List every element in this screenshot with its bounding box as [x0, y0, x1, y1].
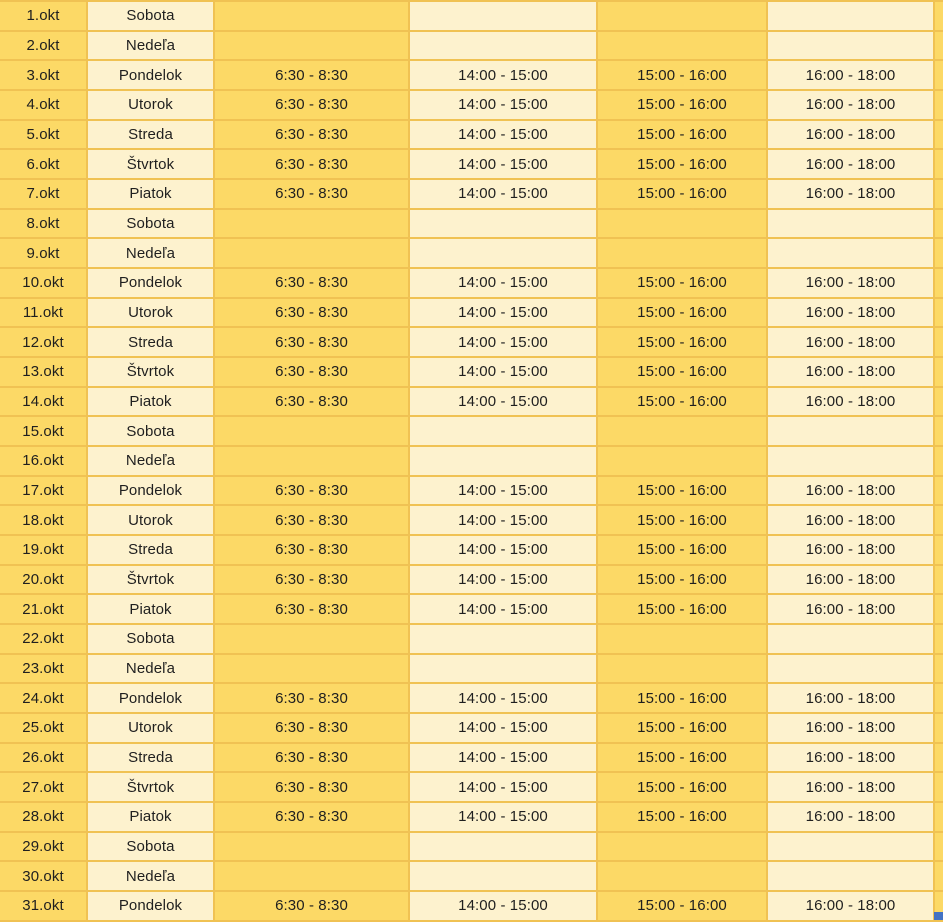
cell-overflow[interactable] — [935, 210, 943, 240]
cell-date[interactable]: 4.okt — [0, 91, 88, 121]
cell-slot-1[interactable] — [215, 447, 410, 477]
cell-overflow[interactable] — [935, 91, 943, 121]
cell-slot-2[interactable]: 14:00 - 15:00 — [410, 61, 598, 91]
cell-date[interactable]: 25.okt — [0, 714, 88, 744]
cell-slot-2[interactable]: 14:00 - 15:00 — [410, 358, 598, 388]
cell-date[interactable]: 12.okt — [0, 328, 88, 358]
cell-overflow[interactable] — [935, 358, 943, 388]
cell-slot-1[interactable]: 6:30 - 8:30 — [215, 299, 410, 329]
cell-date[interactable]: 1.okt — [0, 2, 88, 32]
cell-day[interactable]: Piatok — [88, 388, 215, 418]
cell-day[interactable]: Sobota — [88, 625, 215, 655]
cell-slot-3[interactable]: 15:00 - 16:00 — [598, 328, 768, 358]
cell-slot-3[interactable]: 15:00 - 16:00 — [598, 803, 768, 833]
cell-overflow[interactable] — [935, 269, 943, 299]
cell-slot-4[interactable]: 16:00 - 18:00 — [768, 595, 935, 625]
cell-overflow[interactable] — [935, 388, 943, 418]
cell-slot-4[interactable] — [768, 417, 935, 447]
fill-handle[interactable] — [934, 912, 943, 920]
cell-slot-3[interactable]: 15:00 - 16:00 — [598, 269, 768, 299]
cell-slot-4[interactable]: 16:00 - 18:00 — [768, 536, 935, 566]
cell-slot-3[interactable] — [598, 210, 768, 240]
cell-slot-2[interactable]: 14:00 - 15:00 — [410, 121, 598, 151]
cell-slot-4[interactable]: 16:00 - 18:00 — [768, 892, 935, 922]
cell-slot-3[interactable]: 15:00 - 16:00 — [598, 773, 768, 803]
cell-slot-3[interactable]: 15:00 - 16:00 — [598, 388, 768, 418]
cell-slot-4[interactable] — [768, 655, 935, 685]
cell-slot-1[interactable]: 6:30 - 8:30 — [215, 506, 410, 536]
cell-slot-3[interactable]: 15:00 - 16:00 — [598, 744, 768, 774]
cell-overflow[interactable] — [935, 655, 943, 685]
cell-overflow[interactable] — [935, 833, 943, 863]
cell-day[interactable]: Pondelok — [88, 61, 215, 91]
cell-slot-2[interactable]: 14:00 - 15:00 — [410, 536, 598, 566]
table-row — [0, 150, 943, 180]
cell-overflow[interactable] — [935, 417, 943, 447]
cell-slot-4[interactable]: 16:00 - 18:00 — [768, 714, 935, 744]
cell-slot-2[interactable]: 14:00 - 15:00 — [410, 388, 598, 418]
cell-slot-3[interactable]: 15:00 - 16:00 — [598, 714, 768, 744]
cell-day[interactable]: Streda — [88, 536, 215, 566]
cell-slot-4[interactable] — [768, 625, 935, 655]
table-row — [0, 417, 943, 447]
cell-slot-4[interactable]: 16:00 - 18:00 — [768, 269, 935, 299]
table-row — [0, 121, 943, 151]
cell-overflow[interactable] — [935, 239, 943, 269]
cell-date[interactable]: 23.okt — [0, 655, 88, 685]
cell-overflow[interactable] — [935, 150, 943, 180]
cell-slot-4[interactable]: 16:00 - 18:00 — [768, 506, 935, 536]
cell-slot-1[interactable] — [215, 417, 410, 447]
cell-slot-1[interactable]: 6:30 - 8:30 — [215, 744, 410, 774]
cell-date[interactable]: 18.okt — [0, 506, 88, 536]
table-row — [0, 655, 943, 685]
cell-slot-4[interactable]: 16:00 - 18:00 — [768, 477, 935, 507]
cell-slot-2[interactable]: 14:00 - 15:00 — [410, 773, 598, 803]
cell-slot-3[interactable] — [598, 2, 768, 32]
cell-slot-2[interactable]: 14:00 - 15:00 — [410, 477, 598, 507]
cell-slot-2[interactable] — [410, 32, 598, 62]
cell-slot-1[interactable]: 6:30 - 8:30 — [215, 61, 410, 91]
table-row — [0, 388, 943, 418]
cell-slot-1[interactable]: 6:30 - 8:30 — [215, 358, 410, 388]
cell-slot-1[interactable] — [215, 210, 410, 240]
table-row — [0, 773, 943, 803]
cell-day[interactable]: Štvrtok — [88, 773, 215, 803]
cell-overflow[interactable] — [935, 625, 943, 655]
cell-day[interactable]: Sobota — [88, 210, 215, 240]
cell-slot-4[interactable] — [768, 447, 935, 477]
cell-slot-3[interactable]: 15:00 - 16:00 — [598, 61, 768, 91]
cell-date[interactable]: 21.okt — [0, 595, 88, 625]
table-row — [0, 269, 943, 299]
cell-day[interactable]: Nedeľa — [88, 862, 215, 892]
cell-slot-1[interactable]: 6:30 - 8:30 — [215, 91, 410, 121]
cell-slot-3[interactable]: 15:00 - 16:00 — [598, 566, 768, 596]
cell-slot-1[interactable]: 6:30 - 8:30 — [215, 121, 410, 151]
cell-overflow[interactable] — [935, 447, 943, 477]
cell-day[interactable]: Utorok — [88, 714, 215, 744]
cell-day[interactable]: Štvrtok — [88, 566, 215, 596]
cell-slot-2[interactable]: 14:00 - 15:00 — [410, 744, 598, 774]
cell-day[interactable]: Piatok — [88, 803, 215, 833]
cell-slot-3[interactable]: 15:00 - 16:00 — [598, 299, 768, 329]
cell-slot-3[interactable]: 15:00 - 16:00 — [598, 892, 768, 922]
cell-overflow[interactable] — [935, 536, 943, 566]
cell-slot-1[interactable]: 6:30 - 8:30 — [215, 388, 410, 418]
cell-slot-4[interactable]: 16:00 - 18:00 — [768, 180, 935, 210]
cell-date[interactable]: 30.okt — [0, 862, 88, 892]
cell-date[interactable]: 14.okt — [0, 388, 88, 418]
cell-slot-3[interactable] — [598, 655, 768, 685]
cell-slot-4[interactable]: 16:00 - 18:00 — [768, 358, 935, 388]
cell-slot-3[interactable]: 15:00 - 16:00 — [598, 536, 768, 566]
cell-overflow[interactable] — [935, 744, 943, 774]
cell-day[interactable]: Sobota — [88, 833, 215, 863]
table-row — [0, 299, 943, 329]
cell-slot-1[interactable]: 6:30 - 8:30 — [215, 150, 410, 180]
cell-date[interactable]: 9.okt — [0, 239, 88, 269]
cell-slot-2[interactable]: 14:00 - 15:00 — [410, 91, 598, 121]
cell-slot-3[interactable]: 15:00 - 16:00 — [598, 180, 768, 210]
cell-date[interactable]: 7.okt — [0, 180, 88, 210]
cell-slot-3[interactable]: 15:00 - 16:00 — [598, 595, 768, 625]
cell-slot-4[interactable]: 16:00 - 18:00 — [768, 803, 935, 833]
cell-slot-2[interactable]: 14:00 - 15:00 — [410, 506, 598, 536]
cell-slot-3[interactable] — [598, 32, 768, 62]
table-row — [0, 180, 943, 210]
cell-overflow[interactable] — [935, 180, 943, 210]
cell-slot-2[interactable]: 14:00 - 15:00 — [410, 328, 598, 358]
cell-date[interactable]: 20.okt — [0, 566, 88, 596]
cell-overflow[interactable] — [935, 566, 943, 596]
cell-day[interactable]: Sobota — [88, 2, 215, 32]
cell-slot-2[interactable]: 14:00 - 15:00 — [410, 299, 598, 329]
cell-slot-4[interactable]: 16:00 - 18:00 — [768, 684, 935, 714]
cell-slot-4[interactable]: 16:00 - 18:00 — [768, 61, 935, 91]
cell-overflow[interactable] — [935, 32, 943, 62]
cell-overflow[interactable] — [935, 595, 943, 625]
cell-slot-2[interactable]: 14:00 - 15:00 — [410, 684, 598, 714]
cell-day[interactable]: Streda — [88, 744, 215, 774]
table-row — [0, 684, 943, 714]
cell-date[interactable]: 22.okt — [0, 625, 88, 655]
table-row — [0, 447, 943, 477]
cell-slot-2[interactable] — [410, 2, 598, 32]
cell-slot-3[interactable] — [598, 625, 768, 655]
table-row — [0, 833, 943, 863]
cell-slot-1[interactable]: 6:30 - 8:30 — [215, 328, 410, 358]
cell-overflow[interactable] — [935, 862, 943, 892]
cell-slot-1[interactable] — [215, 862, 410, 892]
table-row — [0, 862, 943, 892]
cell-slot-3[interactable]: 15:00 - 16:00 — [598, 684, 768, 714]
cell-slot-3[interactable] — [598, 833, 768, 863]
cell-slot-4[interactable]: 16:00 - 18:00 — [768, 773, 935, 803]
cell-slot-2[interactable] — [410, 862, 598, 892]
cell-date[interactable]: 2.okt — [0, 32, 88, 62]
table-row — [0, 625, 943, 655]
cell-slot-1[interactable] — [215, 32, 410, 62]
cell-slot-2[interactable] — [410, 239, 598, 269]
table-row — [0, 328, 943, 358]
table-row — [0, 358, 943, 388]
cell-slot-4[interactable]: 16:00 - 18:00 — [768, 150, 935, 180]
cell-slot-4[interactable] — [768, 862, 935, 892]
cell-slot-3[interactable] — [598, 862, 768, 892]
cell-slot-4[interactable]: 16:00 - 18:00 — [768, 328, 935, 358]
cell-slot-1[interactable]: 6:30 - 8:30 — [215, 477, 410, 507]
cell-day[interactable]: Pondelok — [88, 269, 215, 299]
table-row — [0, 536, 943, 566]
cell-slot-3[interactable]: 15:00 - 16:00 — [598, 506, 768, 536]
cell-slot-3[interactable]: 15:00 - 16:00 — [598, 121, 768, 151]
cell-overflow[interactable] — [935, 773, 943, 803]
cell-slot-1[interactable]: 6:30 - 8:30 — [215, 595, 410, 625]
cell-slot-2[interactable] — [410, 417, 598, 447]
cell-day[interactable]: Streda — [88, 328, 215, 358]
cell-slot-1[interactable]: 6:30 - 8:30 — [215, 536, 410, 566]
cell-day[interactable]: Nedeľa — [88, 655, 215, 685]
cell-slot-4[interactable] — [768, 833, 935, 863]
table-row — [0, 566, 943, 596]
table-row — [0, 744, 943, 774]
cell-slot-2[interactable] — [410, 833, 598, 863]
cell-slot-4[interactable]: 16:00 - 18:00 — [768, 566, 935, 596]
cell-slot-4[interactable] — [768, 32, 935, 62]
cell-day[interactable]: Sobota — [88, 417, 215, 447]
cell-slot-1[interactable]: 6:30 - 8:30 — [215, 269, 410, 299]
table-row — [0, 477, 943, 507]
cell-date[interactable]: 10.okt — [0, 269, 88, 299]
cell-slot-1[interactable] — [215, 833, 410, 863]
cell-slot-2[interactable]: 14:00 - 15:00 — [410, 180, 598, 210]
cell-overflow[interactable] — [935, 328, 943, 358]
cell-date[interactable]: 24.okt — [0, 684, 88, 714]
cell-overflow[interactable] — [935, 714, 943, 744]
cell-slot-2[interactable]: 14:00 - 15:00 — [410, 892, 598, 922]
cell-date[interactable]: 16.okt — [0, 447, 88, 477]
cell-slot-1[interactable]: 6:30 - 8:30 — [215, 773, 410, 803]
cell-slot-1[interactable] — [215, 2, 410, 32]
table-row — [0, 714, 943, 744]
cell-overflow[interactable] — [935, 506, 943, 536]
cell-slot-3[interactable]: 15:00 - 16:00 — [598, 91, 768, 121]
cell-date[interactable]: 3.okt — [0, 61, 88, 91]
cell-slot-3[interactable] — [598, 239, 768, 269]
cell-day[interactable]: Nedeľa — [88, 32, 215, 62]
cell-slot-1[interactable]: 6:30 - 8:30 — [215, 684, 410, 714]
cell-slot-1[interactable]: 6:30 - 8:30 — [215, 714, 410, 744]
table-row — [0, 892, 943, 922]
cell-date[interactable]: 8.okt — [0, 210, 88, 240]
cell-date[interactable]: 29.okt — [0, 833, 88, 863]
cell-slot-2[interactable] — [410, 210, 598, 240]
cell-day[interactable]: Utorok — [88, 91, 215, 121]
cell-day[interactable]: Utorok — [88, 506, 215, 536]
cell-date[interactable]: 13.okt — [0, 358, 88, 388]
cell-date[interactable]: 28.okt — [0, 803, 88, 833]
cell-slot-3[interactable] — [598, 417, 768, 447]
cell-overflow[interactable] — [935, 121, 943, 151]
cell-slot-3[interactable]: 15:00 - 16:00 — [598, 477, 768, 507]
cell-slot-4[interactable]: 16:00 - 18:00 — [768, 744, 935, 774]
cell-date[interactable]: 11.okt — [0, 299, 88, 329]
cell-day[interactable]: Piatok — [88, 595, 215, 625]
cell-slot-2[interactable]: 14:00 - 15:00 — [410, 595, 598, 625]
cell-date[interactable]: 6.okt — [0, 150, 88, 180]
cell-overflow[interactable] — [935, 299, 943, 329]
cell-slot-4[interactable]: 16:00 - 18:00 — [768, 91, 935, 121]
cell-day[interactable]: Piatok — [88, 180, 215, 210]
cell-slot-4[interactable] — [768, 239, 935, 269]
table-row — [0, 32, 943, 62]
cell-date[interactable]: 17.okt — [0, 477, 88, 507]
cell-slot-2[interactable] — [410, 655, 598, 685]
cell-slot-2[interactable]: 14:00 - 15:00 — [410, 566, 598, 596]
cell-slot-4[interactable] — [768, 2, 935, 32]
cell-slot-4[interactable] — [768, 210, 935, 240]
cell-slot-4[interactable]: 16:00 - 18:00 — [768, 121, 935, 151]
cell-day[interactable]: Pondelok — [88, 477, 215, 507]
cell-day[interactable]: Pondelok — [88, 684, 215, 714]
cell-date[interactable]: 15.okt — [0, 417, 88, 447]
table-row — [0, 91, 943, 121]
cell-slot-2[interactable] — [410, 447, 598, 477]
cell-overflow[interactable] — [935, 2, 943, 32]
cell-date[interactable]: 27.okt — [0, 773, 88, 803]
cell-day[interactable]: Štvrtok — [88, 150, 215, 180]
table-row — [0, 239, 943, 269]
cell-slot-1[interactable] — [215, 239, 410, 269]
cell-slot-2[interactable]: 14:00 - 15:00 — [410, 714, 598, 744]
cell-slot-3[interactable] — [598, 447, 768, 477]
cell-day[interactable]: Štvrtok — [88, 358, 215, 388]
table-row — [0, 506, 943, 536]
table-row — [0, 2, 943, 32]
cell-slot-2[interactable]: 14:00 - 15:00 — [410, 803, 598, 833]
table-row — [0, 803, 943, 833]
cell-slot-2[interactable]: 14:00 - 15:00 — [410, 150, 598, 180]
cell-slot-2[interactable] — [410, 625, 598, 655]
cell-date[interactable]: 19.okt — [0, 536, 88, 566]
cell-slot-1[interactable]: 6:30 - 8:30 — [215, 180, 410, 210]
cell-day[interactable]: Nedeľa — [88, 447, 215, 477]
cell-slot-2[interactable]: 14:00 - 15:00 — [410, 269, 598, 299]
cell-overflow[interactable] — [935, 803, 943, 833]
table-row — [0, 210, 943, 240]
cell-slot-1[interactable] — [215, 625, 410, 655]
schedule-rows — [0, 2, 943, 922]
cell-date[interactable]: 31.okt — [0, 892, 88, 922]
cell-slot-1[interactable]: 6:30 - 8:30 — [215, 803, 410, 833]
cell-day[interactable]: Pondelok — [88, 892, 215, 922]
cell-slot-3[interactable]: 15:00 - 16:00 — [598, 150, 768, 180]
cell-slot-3[interactable]: 15:00 - 16:00 — [598, 358, 768, 388]
cell-overflow[interactable] — [935, 684, 943, 714]
cell-slot-4[interactable]: 16:00 - 18:00 — [768, 388, 935, 418]
cell-day[interactable]: Streda — [88, 121, 215, 151]
cell-overflow[interactable] — [935, 61, 943, 91]
cell-date[interactable]: 5.okt — [0, 121, 88, 151]
cell-day[interactable]: Nedeľa — [88, 239, 215, 269]
cell-overflow[interactable] — [935, 477, 943, 507]
table-row — [0, 595, 943, 625]
cell-slot-1[interactable] — [215, 655, 410, 685]
table-row — [0, 61, 943, 91]
cell-slot-1[interactable]: 6:30 - 8:30 — [215, 892, 410, 922]
cell-slot-1[interactable]: 6:30 - 8:30 — [215, 566, 410, 596]
cell-day[interactable]: Utorok — [88, 299, 215, 329]
cell-slot-4[interactable]: 16:00 - 18:00 — [768, 299, 935, 329]
cell-date[interactable]: 26.okt — [0, 744, 88, 774]
